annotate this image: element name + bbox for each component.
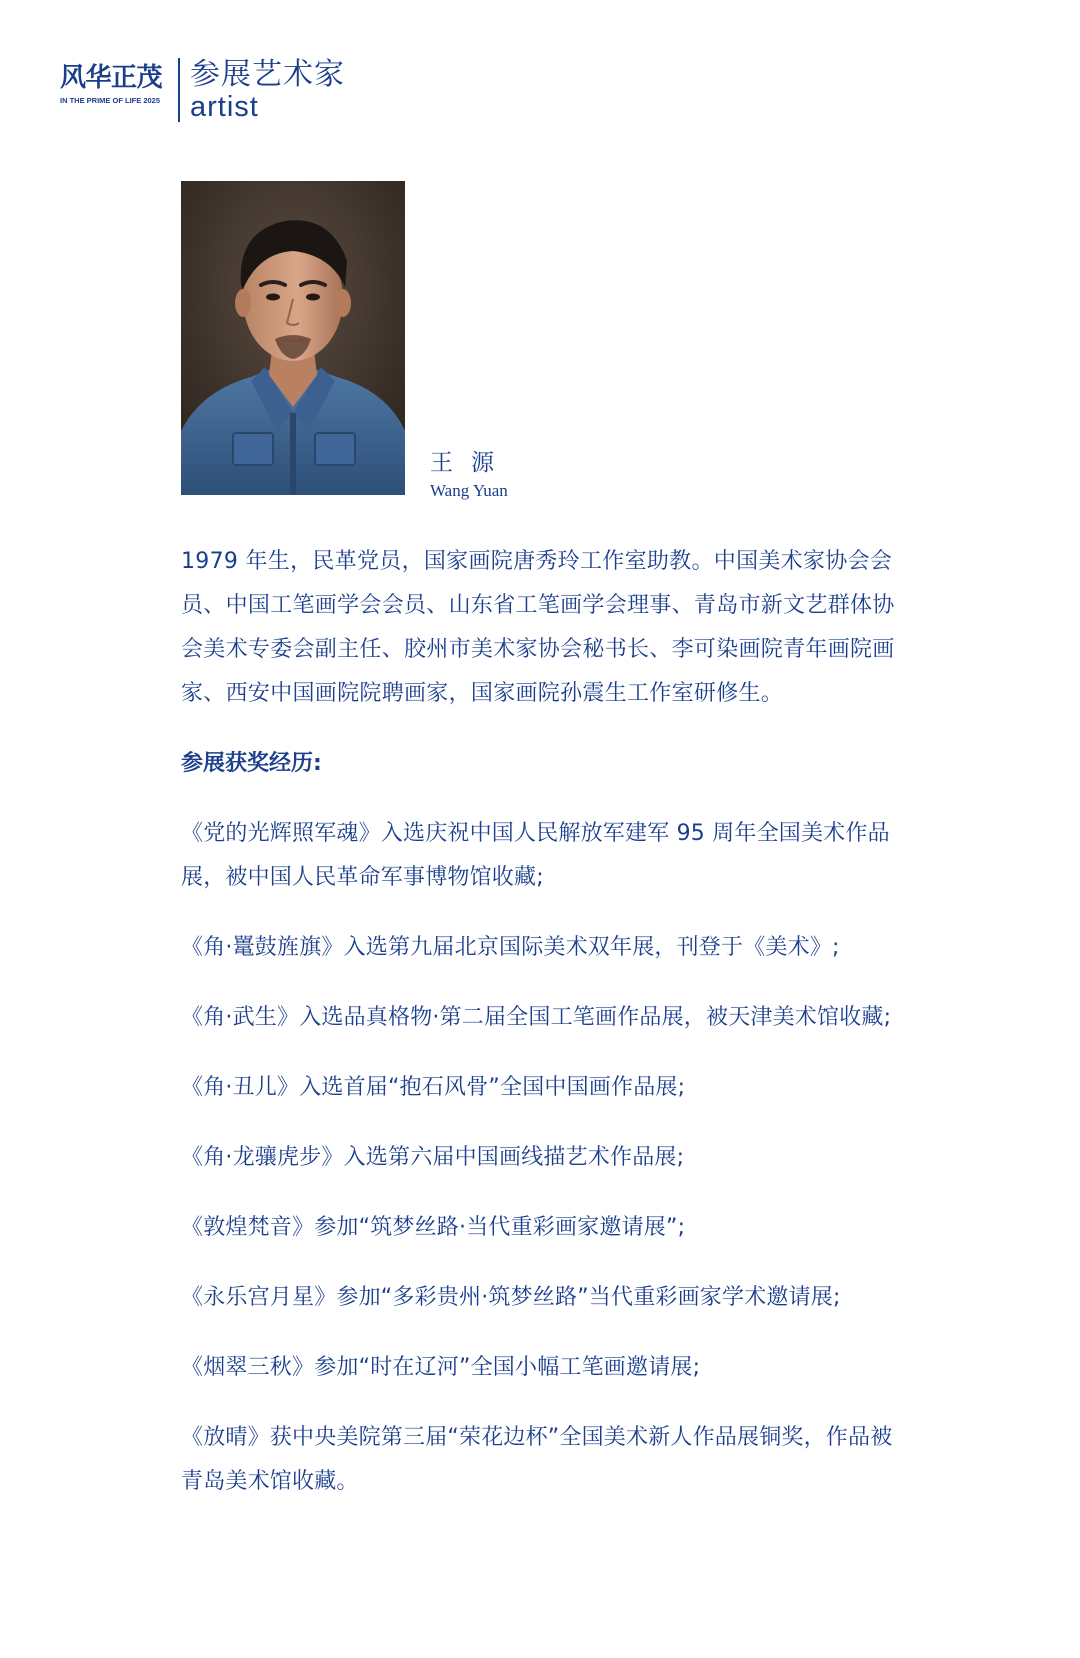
award-item: 《党的光辉照军魂》入选庆祝中国人民解放军建军 95 周年全国美术作品展，被中国人民革命军事博物馆收藏; bbox=[181, 821, 890, 890]
award-item: 《角·鼍鼓旌旗》入选第九届北京国际美术双年展，刊登于《美术》; bbox=[181, 935, 840, 960]
awards-heading: 参展获奖经历: bbox=[181, 751, 322, 776]
award-item: 《烟翠三秋》参加“时在辽河”全国小幅工笔画邀请展; bbox=[181, 1355, 701, 1380]
award-item: 《敦煌梵音》参加“筑梦丝路·当代重彩画家邀请展”; bbox=[181, 1215, 686, 1240]
section-title-cn: 参展艺术家 bbox=[190, 57, 345, 92]
article-body bbox=[181, 540, 905, 1504]
section-title-en: artist bbox=[190, 91, 259, 123]
brand-subtitle: IN THE PRIME OF LIFE 2025 bbox=[60, 96, 161, 105]
award-item: 《角·丑儿》入选首届“抱石风骨”全国中国画作品展; bbox=[181, 1075, 686, 1100]
header bbox=[60, 58, 345, 128]
artist-portrait bbox=[181, 181, 405, 495]
brand-logo bbox=[60, 58, 172, 105]
brand-title: 风华正茂 bbox=[60, 63, 163, 93]
header-divider bbox=[178, 58, 180, 122]
artist-name-cn: 王源 bbox=[430, 450, 512, 476]
award-item: 《放晴》获中央美院第三届“荣花边杯”全国美术新人作品展铜奖，作品被青岛美术馆收藏。 bbox=[181, 1425, 893, 1494]
awards-list bbox=[181, 812, 905, 1504]
award-item: 《角·龙骧虎步》入选第六届中国画线描艺术作品展; bbox=[181, 1145, 685, 1170]
artist-bio: 1979 年生，民革党员，国家画院唐秀玲工作室助教。中国美术家协会会员、中国工笔画学会会员、山东省工笔画学会理事、青岛市新文艺群体协会美术专委会副主任、胶州市美术家协会秘书长、李可染画院青年画院画家、西安中国画院院聘画家，国家画院孙震生工作室研修生。 bbox=[181, 549, 895, 706]
artist-name-en: Wang Yuan bbox=[430, 481, 508, 500]
award-item: 《永乐宫月星》参加“多彩贵州·筑梦丝路”当代重彩画家学术邀请展; bbox=[181, 1285, 841, 1310]
award-item: 《角·武生》入选品真格物·第二届全国工笔画作品展，被天津美术馆收藏; bbox=[181, 1005, 892, 1030]
section-heading bbox=[190, 58, 345, 122]
